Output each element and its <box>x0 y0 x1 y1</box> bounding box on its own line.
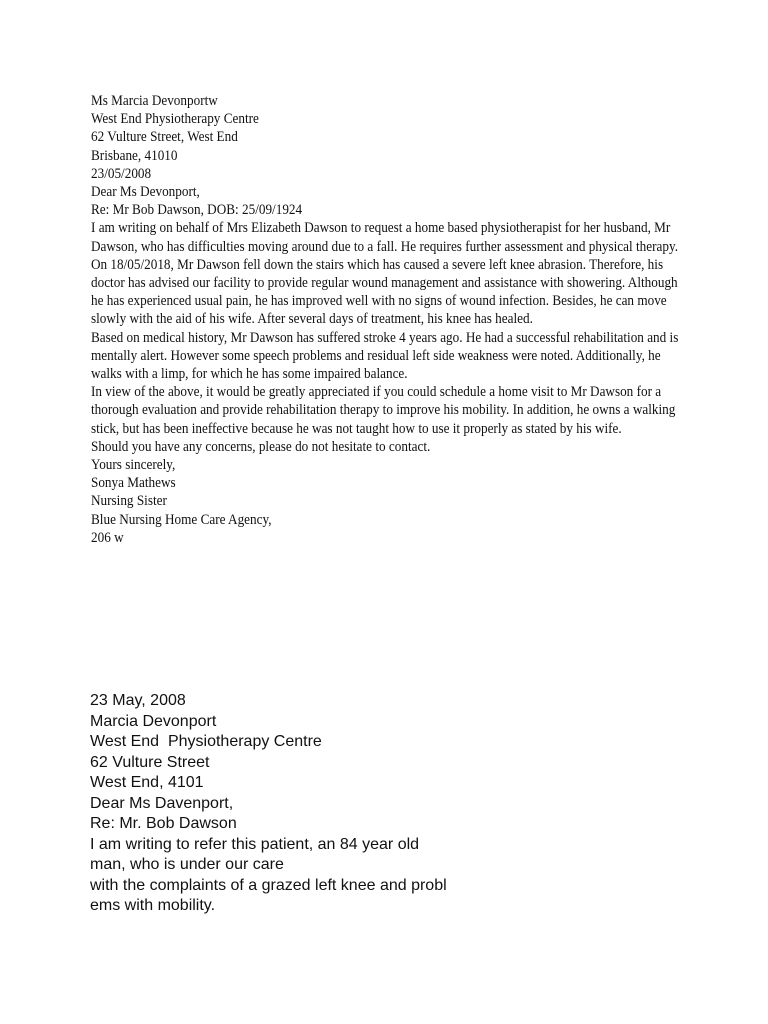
letter-date: 23/05/2008 <box>91 165 152 182</box>
reference-line: Re: Mr Bob Dawson, DOB: 25/09/1924 <box>91 202 303 219</box>
recipient-city: West End, 4101 <box>90 774 204 791</box>
body-line: with the complaints of a grazed left knee and probl <box>90 876 447 894</box>
recipient-city: Brisbane, 41010 <box>91 147 178 164</box>
body-paragraph: On 18/05/2018, Mr Dawson fell down the stairs which has caused a severe left knee abrasion. Therefore, his doctor has advised our facility to provide regular wound management and assistance with showering. Although he has experienced usual pain, he has improved well with no signs of wound infection. Besides, he can move slowly with the aid of his wife. After several days of treatment, his knee has healed. <box>91 256 678 328</box>
body-line: man, who is under our care <box>90 856 284 873</box>
signatory-agency: Blue Nursing Home Care Agency, <box>91 511 272 528</box>
body-paragraph: I am writing on behalf of Mrs Elizabeth Dawson to request a home based physiotherapist for her husband, Mr Dawson, who has difficulties moving around due to a fall. He requires further assessment and physical therapy. <box>91 220 679 255</box>
body-paragraph: In view of the above, it would be greatly appreciated if you could schedule a home visit to Mr Dawson for a thorough evaluation and provide rehabilitation therapy to improve his mobility. In addition, he owns a walking stick, but has been ineffective because he was not taught how to use it properly as stated by his wife. <box>91 384 676 437</box>
recipient-name: Marcia Devonport <box>90 712 217 730</box>
closing: Yours sincerely, <box>91 457 176 474</box>
body-line: I am writing to refer this patient, an 84 year old <box>90 835 420 853</box>
body-line: ems with mobility. <box>90 897 216 914</box>
recipient-street: 62 Vulture Street <box>90 753 210 771</box>
signatory-position: Nursing Sister <box>91 493 167 510</box>
recipient-organisation: West End Physiotherapy Centre <box>91 111 259 128</box>
letter-draft-1 <box>91 92 686 547</box>
salutation: Dear Ms Devonport, <box>91 184 200 201</box>
recipient-organisation: West End Physiotherapy Centre <box>90 733 322 750</box>
salutation: Dear Ms Davenport, <box>90 794 234 812</box>
word-count: 206 w <box>91 529 124 546</box>
body-paragraph: Based on medical history, Mr Dawson has suffered stroke 4 years ago. He had a successful rehabilitation and is mentally alert. However some speech problems and residual left side weakness were noted. Additionally, he walks with a limp, for which he has some impaired balance. <box>91 329 679 383</box>
recipient-name: Ms Marcia Devonportw <box>91 93 218 109</box>
letter-date: 23 May, 2008 <box>90 692 186 709</box>
recipient-street: 62 Vulture Street, West End <box>91 129 238 146</box>
reference-line: Re: Mr. Bob Dawson <box>90 815 237 832</box>
letter-draft-2 <box>90 691 490 917</box>
signatory-name: Sonya Mathews <box>91 475 176 492</box>
body-paragraph: Should you have any concerns, please do not hesitate to contact. <box>91 438 431 455</box>
